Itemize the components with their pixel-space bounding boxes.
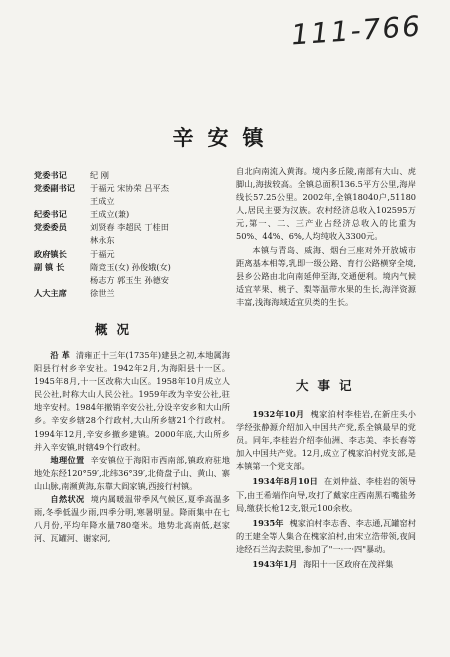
leader-row [34,274,234,287]
leader-names: 隋竞玉(女) 孙俊娥(女) [90,261,171,272]
leader-row [34,234,234,247]
leader-names: 纪 刚 [90,170,109,180]
event-date: 1943年1月 [252,559,298,570]
leader-names: 王成立(兼) [90,209,130,220]
leader-row [34,261,234,274]
event-date: 1932年10月 [252,409,305,419]
paragraph-lead: 自然状况 [50,494,85,505]
leader-role: 党委委员 [34,222,67,233]
leader-role: 党委副书记 [34,183,75,194]
leader-row [34,248,234,261]
leader-row [34,221,234,234]
leader-role [34,274,90,287]
leader-names: 王成立 [90,196,115,207]
event-date: 1935年 [252,517,284,528]
leader-row [34,169,234,182]
event-entry: 1934年8月10日 在刘仲益、李桂岩的领导下,由王希端作向导,攻打了戴家庄西南黑石嘴盐务局,缴获长枪12支,银元100余枚。 [236,476,416,513]
leader-row [34,287,234,300]
event-date: 1934年8月10日 [252,476,318,487]
handwritten-page-number: 111-766 [290,9,423,52]
leader-role [34,234,90,247]
leader-names: 徐世兰 [90,287,115,298]
leader-row [34,182,234,195]
events-heading: 大事记 [296,378,361,393]
event-entry: 1935年 槐家泊村李志香、李志通,瓦罐窑村的王建全等人集合在槐家泊村,由宋立浩带领,夜间途经石兰沟去院里,参加了"一·一·四"暴动。 [236,517,416,554]
leader-names: 林永东 [90,235,115,246]
event-entry: 1932年10月 槐家泊村李桂岩,在新庄头小学经张静源介绍加入中国共产党,系全镇最早的党员。同年,李桂岩介绍李仙洲、李志美、李长春等加入中国共产党。12月,成立了槐家泊村党支部,是本镇第一个党支部。 [236,409,416,472]
overview-paragraph: 本镇与青岛、威海、烟台三座对外开放城市距离基本相等,乳即一级公路、育行公路横穿全境,县乡公路由北向南延伸至海,交通便利。境内气候适宜苹果、桃子、梨等温带水果的生长,海洋资源丰富,浅海海域适宜贝类的生长。 [236,244,416,307]
overview-right-column [236,165,416,355]
overview-paragraph: 沿 革 清雍正十三年(1735年)建县之初,本地属海阳县行村乡辛安社。1942年2月,为海阳县十一区。1945年8月,十一区改称大山区。1958年10月成立人民公社,时称大山人民公社。1959年改为辛安公社,驻地辛安村。1984年撤销辛安公社,分设辛安乡和大山所乡。辛安乡辖28个行政村,大山所乡辖21个行政村。1994年12月,辛安乡撤乡建镇。2000年底,大山所乡并入辛安镇,时辖49个行政村。 [34,350,231,452]
leader-names: 杨志方 郭玉生 孙德安 [90,274,169,285]
overview-paragraph-continued: 自北向南流入黄海。境内多丘陵,南部有大山、虎脚山,海拔较高。全镇总面积136.5平方公里,海岸线长57.25公里。2002年,全镇18040户,51180人,居民主要为汉族。农村经济总收入102595万元,第一、二、三产业占经济总收入的比重为50%、44%、6%,人均纯收入3300元。 [236,166,416,242]
leadership-list [34,169,234,300]
paragraph-lead: 地理位置 [50,454,85,465]
paragraph-lead: 沿 革 [50,350,70,360]
overview-left-column [34,349,230,545]
leader-role: 副 镇 长 [34,261,65,272]
leader-names: 刘贤春 李超民 丁桂田 [90,222,169,233]
page-title: 辛安镇 [172,125,278,150]
leader-names: 于福元 [90,248,115,259]
events-list [236,408,416,573]
leader-names: 于福元 宋协荣 吕平杰 [90,183,169,194]
leader-role: 人大主席 [34,287,67,298]
leader-role: 党委书记 [34,170,67,180]
overview-heading: 概况 [95,322,139,337]
leader-row [34,195,234,208]
leader-role: 政府镇长 [34,248,67,259]
overview-paragraph: 自然状况 境内属暖温带季风气候区,夏季高温多雨,冬季低温少雨,四季分明,寒暑明显。降雨集中在七八月份,平均年降水量780毫米。地势北高南低,赵家河、瓦罐河、谢家河, [34,494,230,544]
leader-role: 纪委书记 [34,209,67,220]
leader-row [34,208,234,221]
overview-paragraph: 地理位置 辛安镇位于海阳市西南部,镇政府驻地地处东经120°59′,北纬36°39′,北倚盘子山、黄山、寨山山脉,南濒黄海,东靠大阎家镇,西接行村镇。 [34,454,230,491]
leader-role [34,195,90,208]
event-entry: 1943年1月 海阳十一区政府在茂祥集 [252,559,394,570]
